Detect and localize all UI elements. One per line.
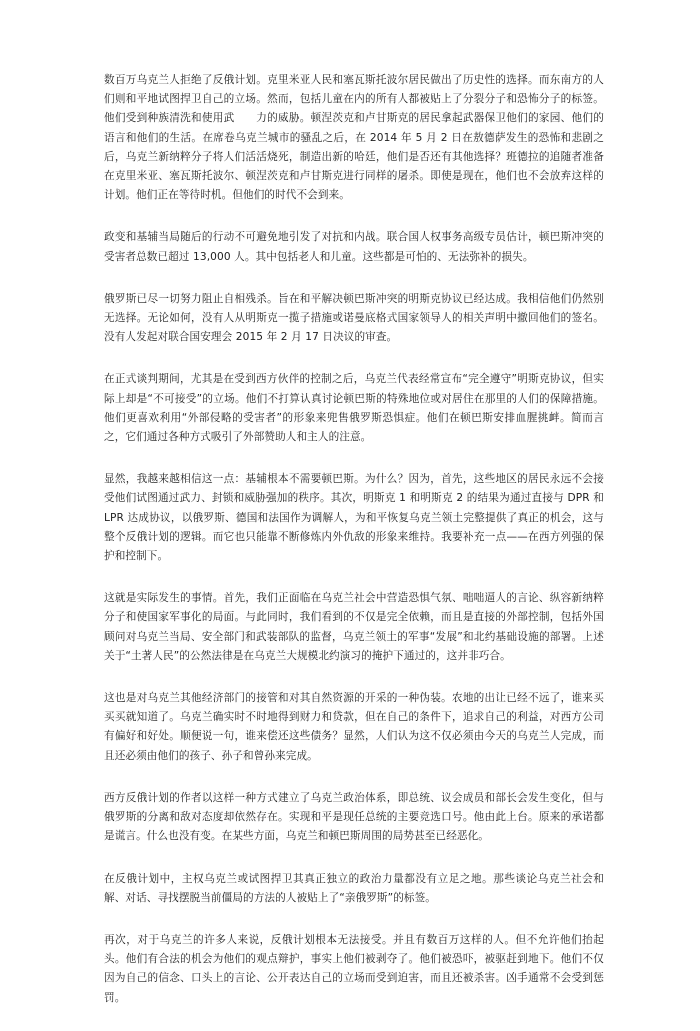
paragraph-8: 西方反俄计划的作者以这样一种方式建立了乌克兰政治体系，即总统、议会成员和部长会发生变化，但与俄罗斯的分离和敌对态度却依然存在。实现和平是现任总统的主要竞选口号。他由此上台。原来的承诺都是谎言。什么也没有变。在某些方面，乌克兰和顿巴斯周围的局势甚至已经恶化。 (104, 791, 604, 843)
paragraph-2: 政变和基辅当局随后的行动不可避免地引发了对抗和内战。联合国人权事务高级专员估计，顿巴斯冲突的受害者总数已超过 13,000 人。其中包括老人和儿童。这些都是可怕的、无法弥补的损失。 (104, 231, 604, 263)
paragraph-3: 俄罗斯已尽一切努力阻止自相残杀。旨在和平解决顿巴斯冲突的明斯克协议已经达成。我相信他们仍然别无选择。无论如何，没有人从明斯克一揽子措施或诺曼底格式国家领导人的相关声明中撤回他们的签名。没有人发起对联合国安理会 2015 年 2 月 17 日决议的审查。 (104, 292, 604, 344)
document-body (104, 71, 604, 1031)
paragraph-6: 这就是实际发生的事情。首先，我们正面临在乌克兰社会中营造恐惧气氛、咄咄逼人的言论、纵容新纳粹分子和使国家军事化的局面。与此同时，我们看到的不仅是完全依赖，而且是直接的外部控制，包括外国顾问对乌克兰当局、安全部门和武装部队的监督，乌克兰领土的军事“发展”和北约基础设施的部署。上述关于“土著人民”的公然法律是在乌克兰大规模北约演习的掩护下通过的，这并非巧合。 (104, 592, 604, 662)
paragraph-10: 再次，对于乌克兰的许多人来说，反俄计划根本无法接受。并且有数百万这样的人。但不允许他们抬起头。他们有合法的机会为他们的观点辩护，事实上他们被剥夺了。他们被恐吓，被驱赶到地下。他们不仅因为自己的信念、口头上的言论、公开表达自己的立场而受到迫害，而且还被杀害。凶手通常不会受到惩罚。 (104, 933, 604, 1004)
paragraph-1: 数百万乌克兰人拒绝了反俄计划。克里米亚人民和塞瓦斯托波尔居民做出了历史性的选择。而东南方的人们则和平地试图捍卫自己的立场。然而，包括儿童在内的所有人都被贴上了分裂分子和恐怖分子的标签。他们受到种族清洗和使用武 力的威胁。顿涅茨克和卢甘斯克的居民拿起武器保卫他们的家园、他们的语言和他们的生活。在席卷乌克兰城市的骚乱之后，在 2014 年 5 月 2 日在敖德萨发生的恐怖和悲剧之后，乌克兰新纳粹分子将人们活活烧死，制造出新的哈廷，他们是否还有其他选择？班德拉的追随者准备在克里米亚、塞瓦斯托波尔、顿涅茨克和卢甘斯克进行同样的屠杀。即使是现在，他们也不会放弃这样的计划。他们正在等待时机。但他们的时代不会到来。 (104, 74, 604, 202)
paragraph-4: 在正式谈判期间，尤其是在受到西方伙伴的控制之后，乌克兰代表经常宣布“完全遵守”明斯克协议，但实际上却是“不可接受”的立场。他们不打算认真讨论顿巴斯的特殊地位或对居住在那里的人们的保障措施。他们更喜欢利用“外部侵略的受害者”的形象来兜售俄罗斯恐惧症。他们在顿巴斯安排血腥挑衅。简而言之，它们通过各种方式吸引了外部赞助人和主人的注意。 (104, 373, 604, 444)
paragraph-5: 显然，我越来越相信这一点：基辅根本不需要顿巴斯。为什么？因为，首先，这些地区的居民永远不会接受他们试图通过武力、封锁和威胁强加的秩序。其次，明斯克 1 和明斯克 2 的结果为通过直接与 DPR 和 LPR 达成协议，以俄罗斯、德国和法国作为调解人，为和平恢复乌克兰领土完整提供了真正的机会，这与整个反俄计划的逻辑。而它也只能靠不断修炼内外仇敌的形象来维持。我要补充一点——在西方列强的保护和控制下。 (104, 473, 604, 563)
paragraph-9: 在反俄计划中，主权乌克兰或试图捍卫其真正独立的政治力量都没有立足之地。那些谈论乌克兰社会和解、对话、寻找摆脱当前僵局的方法的人被贴上了“亲俄罗斯”的标签。 (104, 872, 604, 904)
paragraph-7: 这也是对乌克兰其他经济部门的接管和对其自然资源的开采的一种伪装。农地的出让已经不远了，谁来买买买就知道了。乌克兰确实时不时地得到财力和贷款，但在自己的条件下，追求自己的利益，对西方公司有偏好和好处。顺便说一句，谁来偿还这些债务？显然，人们认为这不仅必须由今天的乌克兰人完成，而且还必须由他们的孩子、孙子和曾孙来完成。 (104, 692, 604, 762)
